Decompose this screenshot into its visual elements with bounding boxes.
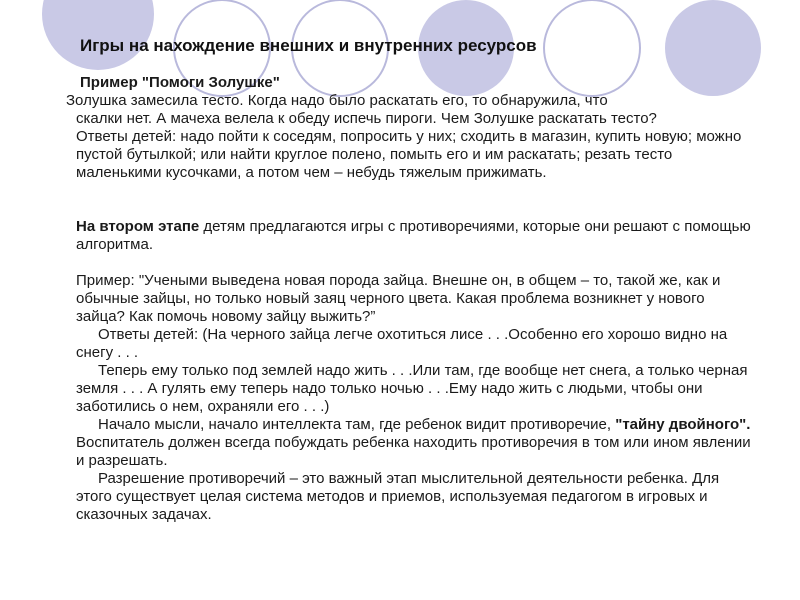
resolution-paragraph [76,470,756,524]
example1-story-first: Золушка замесила тесто. Когда надо было раскатать его, то обнаружила, что [66,92,608,109]
example1-answers: Ответы детей: надо пойти к соседям, попросить у них; сходить в магазин, купить новую; можно пустой бутылкой; или найти круглое полено, помыть его и им раскатать; резать тесто маленькими кусочками, а потом чем – небудь тяжелым прижимать. [76,128,742,181]
example2-answer2-text: Теперь ему только под землей надо жить . . .Или там, где вообще нет снега, а только черная земля . . . А гулять ему теперь надо только ночью . . .Ему надо жить с людьми, чтобы они заботились о нем, охраняли его . . .) [76,362,748,415]
resolution-text: Разрешение противоречий – это важный этап мыслительной деятельности ребенка. Для этого существует целая система методов и приемов, используемая педагогом в игровых и сказочных задачах. [76,470,720,523]
example1-story [66,92,756,128]
example2-answer1-text: Ответы детей: (На черного зайца легче охотиться лисе . . .Особенно его хорошо видно на снегу . . . [76,326,728,361]
example1-story-rest: скалки нет. А мачеха велела к обеду испечь пироги. Чем Золушке раскатать тесто? [76,110,657,127]
thought-bold: "тайну двойного". [615,416,751,433]
example2-text: Пример: "Учеными выведена новая порода зайца. Внешне он, в общем – то, такой же, как и обычные зайцы, но только новый заяц черного цвета. Какая проблема возникнет у нового зайца? Как помочь новому зайцу выжить?” [76,272,721,325]
example1-heading: Пример "Помоги Золушке" [80,74,280,91]
stage2-paragraph [76,218,756,254]
example2-answer1 [76,326,756,362]
thought-before: Начало мысли, начало интеллекта там, где ребенок видит противоречие, [98,416,616,433]
stage2-text: детям предлагаются игры с противоречиями, которые они решают с помощью алгоритма. [76,218,751,253]
decor-circle-1 [42,0,154,70]
slide-content [66,74,756,524]
thought-after: Воспитатель должен всегда побуждать ребенка находить противоречия в том или ином явлении и разрешать. [76,434,751,469]
stage2-bold-lead: На втором этапе [76,218,200,235]
example2-answer2 [76,362,756,416]
thought-paragraph [76,416,756,470]
slide-title: Игры на нахождение внешних и внутренних ресурсов [80,36,537,55]
